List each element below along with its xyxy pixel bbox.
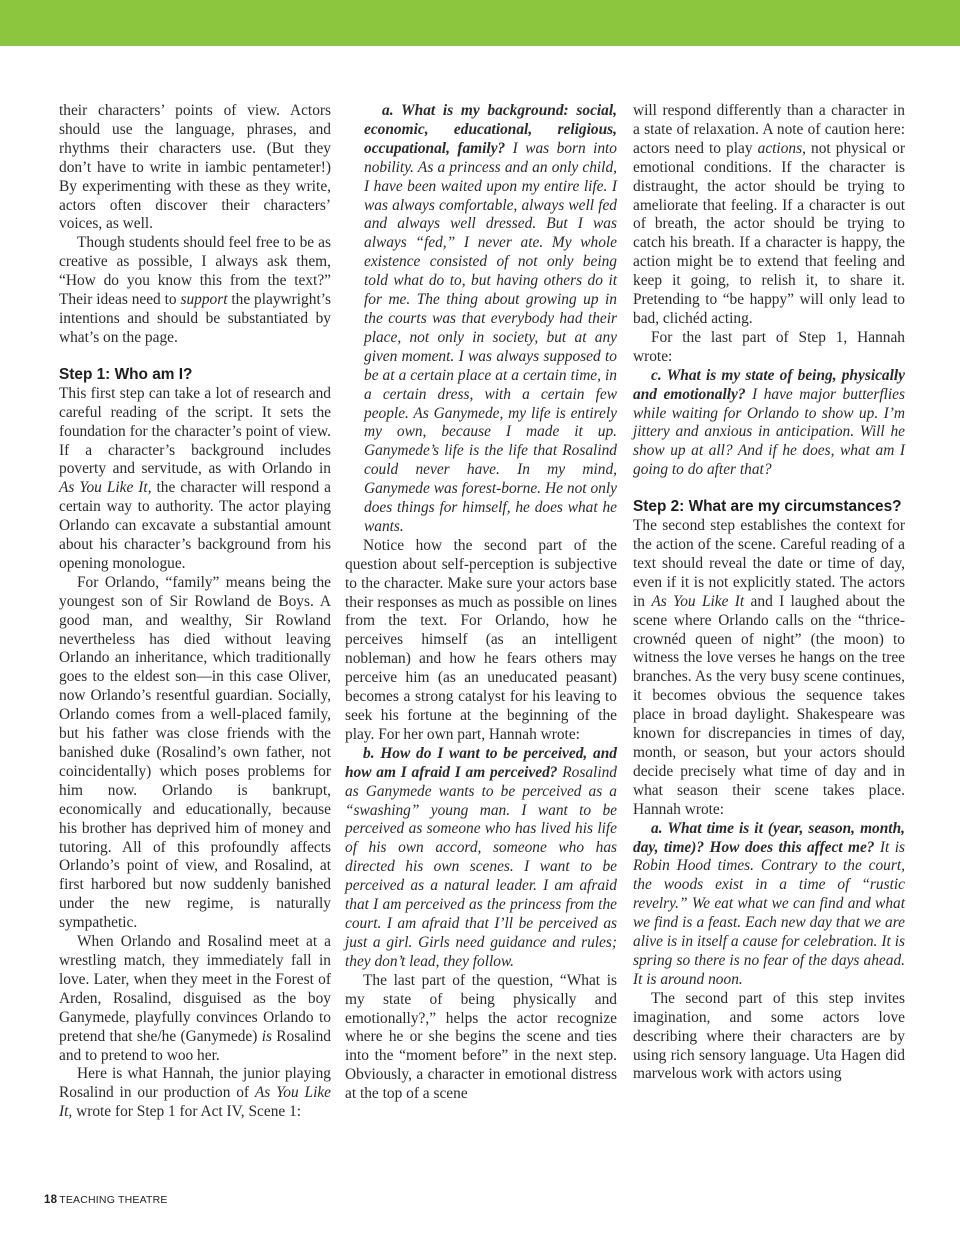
quote-state-of-being: [633, 367, 905, 480]
question-label: a. What is my background: social, economic, educational, religious, occupational, family?: [364, 102, 617, 157]
quote-time: [633, 820, 905, 990]
column-1: [59, 102, 331, 1122]
text-run: Rosalind and to pretend to woo her.: [59, 1027, 331, 1064]
column-2: [345, 102, 617, 1104]
text-run: , not physical or emotional conditions. If the character is distraught, the actor should be trying to ameliorate that feeling. If a character is out of breath, the actor should be trying to catch his breath. If a character is happy, the action might be to extend that feeling and keep it going, to relish it, to share it. Pretending to “be happy” will only lead to bad, clichéd acting.: [633, 139, 905, 327]
top-color-bar: [0, 0, 960, 46]
quote-text: Rosalind as Ganymede wants to be perceived as a “swashing” young man. I want to be perceived as someone who has lived his life of his own accord, someone who has directed his own scenes. I want to be perceived as a natural leader. I am afraid that I am perceived as the princess from the court. I am afraid that I’ll be perceived as just a girl. Girls need guidance and rules; they don’t lead, they follow.: [345, 763, 618, 970]
paragraph: [633, 102, 905, 329]
paragraph: The second part of this step invites imagination, and some actors love describing where their characters are by using rich sensory language. Uta Hagen did marvelous work with actors using: [633, 989, 905, 1083]
text-run: wrote for Step 1 for Act IV, Scene 1:: [72, 1103, 302, 1121]
text-run: The second step establishes the context for the action of the scene. Careful reading of a text should reveal the date or time of day, even if it is not explicitly stated. The actors in: [633, 517, 905, 610]
page-number: 18: [44, 1194, 58, 1206]
question-label: a. What time is it (year, season, month, day, time)? How does this affect me?: [633, 819, 905, 856]
text-run: the playwright’s intentions and should be substantiated by what’s on the page.: [59, 291, 331, 346]
magazine-name: TEACHING THEATRE: [59, 1194, 168, 1206]
quote-text: I was born into nobility. As a princess and an only child, I have been waited upon my entire life. I was always comfortable, always well fed and always well dressed. But I was always “fed,” I never ate. My whole existence consisted of not only being told what do to, but having others do it for me. The thing about growing up in the courts was that everybody had their place, not only in society, but at any given moment. I was always supposed to be at a certain place at a certain time, in a certain dress, with a certain few people. As Ganymede, my life is entirely my own, because I made it up. Ganymede’s life is the life that Rosalind could never have. In my mind, Ganymede was forest-borne. He not only does things for himself, he does what he wants.: [364, 139, 618, 535]
text-run: and I laughed about the scene where Orlando calls on the “thrice-crownéd queen of night” (the moon) to witness the love verses he hangs on the tree branches. As the very busy scene continues, it becomes obvious the sequence takes place in broad daylight. Shakespeare was known for discrepancies in times of day, month, or season, but your actors should decide precisely what time of day and in what season their scene takes place. Hannah wrote:: [633, 592, 905, 818]
paragraph: For the last part of Step 1, Hannah wrote:: [633, 328, 905, 365]
paragraph: The last part of the question, “What is my state of being physically and emotionally?,” helps the actor recognize where he or she begins the scene and ties into the “moment before” in the next step. Obviously, a character in emotional distress at the top of a scene: [345, 971, 617, 1103]
paragraph: [59, 385, 331, 574]
text-run: When Orlando and Rosalind meet at a wrestling match, they immediately fall in love. Later, when they meet in the Forest of Arden, Rosalind, disguised as the boy Ganymede, playfully convinces Orlando to pretend that she/he (Ganymede): [59, 933, 331, 1045]
paragraph: Notice how the second part of the question about self-perception is subjective to the character. Make sure your actors base their responses as much as possible on lines from the text. For Orlando, how he perceives himself (as an intelligent nobleman) and how he fears others may perceive him (as an uneducated peasant) becomes a strong catalyst for his leaving to seek his fortune at the beginning of the play. For her own part, Hannah wrote:: [345, 536, 617, 743]
quote-text: It is Robin Hood times. Contrary to the court, the woods exist in a time of “rustic revelry.” We eat what we can find and what we find is a feast. Each new day that we are alive is in itself a cause for celebration. It is spring so there is no fear of the days ahead. It is around noon.: [633, 838, 905, 988]
column-3: [633, 102, 905, 1084]
page-footer: [44, 1194, 168, 1206]
emphasis: is: [261, 1027, 272, 1045]
step-2-heading: Step 2: What are my circumstances?: [633, 498, 902, 516]
text-run: will respond differently than a character in a state of relaxation. A note of caution here: actors need to play: [633, 102, 905, 157]
question-label: b. How do I want to be perceived, and how am I afraid I am perceived?: [345, 744, 617, 781]
emphasis: As You Like It,: [59, 1084, 332, 1121]
text-run: Though students should feel free to be as creative as possible, I always ask them, “How do you know this from the text?” Their ideas need to: [59, 234, 331, 309]
step-1-heading: Step 1: Who am I?: [59, 365, 193, 383]
quote-text: I have major butterflies while waiting for Orlando to show up. I’m jittery and anxious in anticipation. Will he show up at all? And if he does, what am I going to do after that?: [633, 385, 905, 479]
paragraph: [59, 1065, 331, 1122]
emphasis: actions: [757, 139, 803, 157]
emphasis: As You Like It: [59, 479, 148, 497]
text-run: Here is what Hannah, the junior playing Rosalind in our production of: [59, 1065, 331, 1102]
emphasis: support: [180, 291, 228, 309]
quote-perception: [345, 745, 617, 972]
question-label: c. What is my state of being, physically and emotionally?: [633, 366, 905, 403]
paragraph: their characters’ points of view. Actors should use the language, phrases, and rhythms their characters use. (But they don’t have to write in iambic pentameter!) By experimenting with these as they write, actors often discover their characters’ voices, as well.: [59, 102, 331, 233]
paragraph: For Orlando, “family” means being the youngest son of Sir Rowland de Boys. A good man, and wealthy, Sir Rowland nevertheless has died without leaving Orlando an inheritance, which traditionally goes to the eldest son—in this case Oliver, now Orlando’s resentful guardian. Socially, Orlando comes from a well-placed family, but his father was close friends with the banished duke (Rosalind’s own father, not coincidentally) which poses problems for him now. Orlando is bankrupt, economically and educationally, because his brother has deprived him of money and tutoring. All of this profoundly affects Orlando’s point of view, and Rosalind, at first harbored but now suddenly banished under the new regime, is naturally sympathetic.: [59, 573, 331, 932]
paragraph: [633, 517, 905, 820]
paragraph: [59, 234, 331, 347]
text-run: This first step can take a lot of research and careful reading of the script. It sets the foundation for the character’s point of view. If a character’s background includes poverty and servitude, as with Orlando in: [59, 384, 331, 478]
text-run: , the character will respond a certain way to authority. The actor playing Orlando can excavate a substantial amount about his character’s background from his opening monologue.: [59, 479, 331, 572]
quote-background: [364, 102, 617, 537]
emphasis: As You Like It: [651, 592, 745, 610]
paragraph: [59, 933, 331, 1065]
